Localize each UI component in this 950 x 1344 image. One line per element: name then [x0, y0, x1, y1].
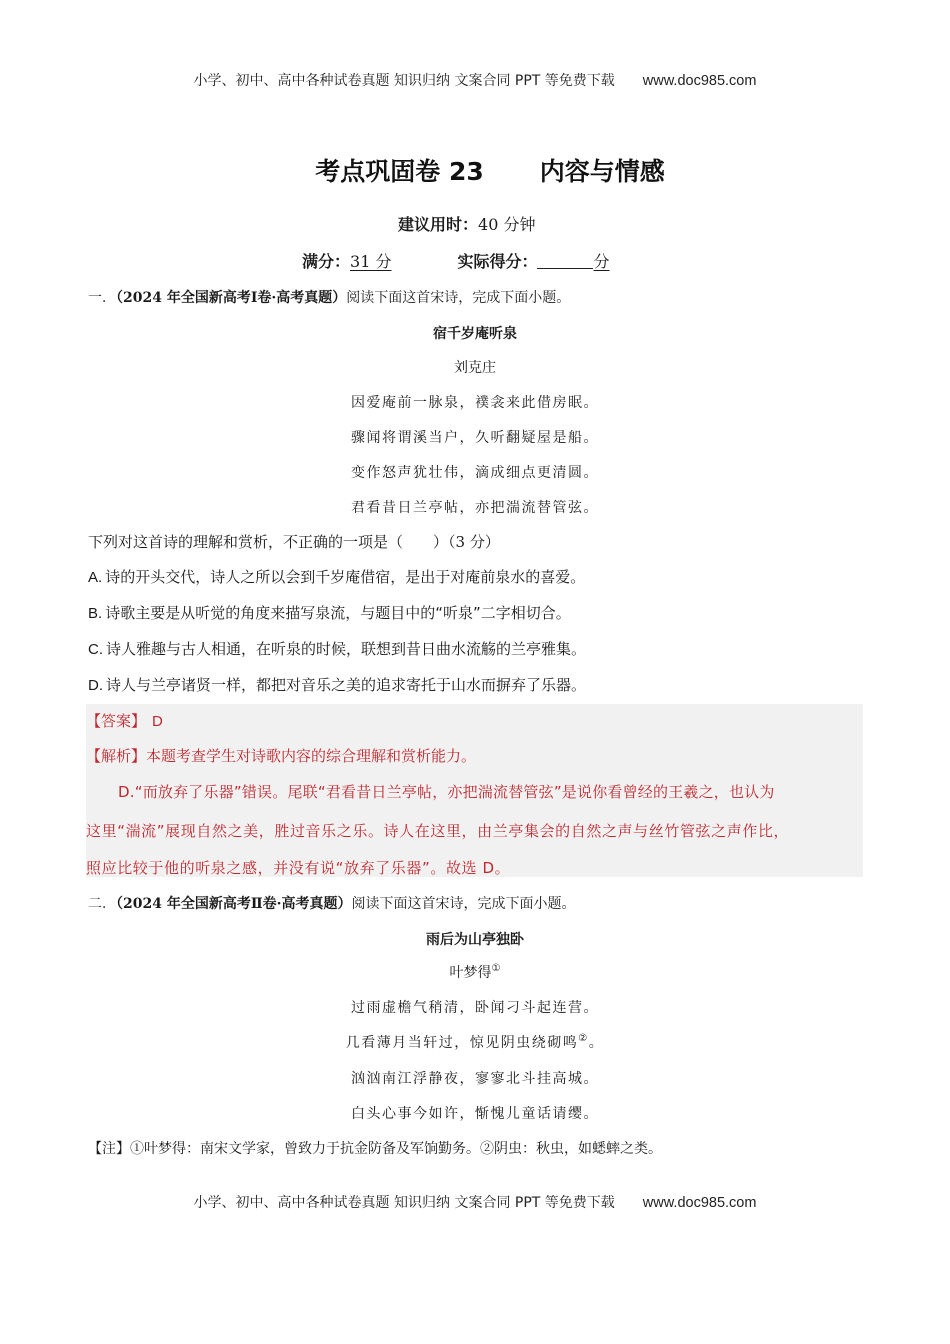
answer-label: 【答案】	[86, 712, 147, 730]
analysis-line: 照应比较于他的听泉之感，并没有说“放弃了乐器”。故选 D。	[86, 859, 511, 877]
poem2-line	[0, 997, 950, 1017]
option-b[interactable]	[88, 602, 571, 623]
poem1-author: 刘克庄	[454, 360, 496, 376]
header-banner	[0, 70, 950, 90]
analysis-intro: 本题考查学生对诗歌内容的综合理解和赏析能力。	[146, 747, 477, 765]
poem1-line: 骤闻将谓溪当户，久听翻疑屋是船。	[351, 430, 599, 446]
question2-source: （2024 年全国新高考Ⅱ卷·高考真题）	[116, 896, 352, 912]
analysis-line: 这里“湍流”展现自然之美，胜过音乐之乐。诗人在这里，由兰亭集会的自然之声与丝竹管弦之声作比，	[86, 822, 790, 840]
header-banner-url[interactable]: www.doc985.com	[642, 73, 757, 89]
poem2-line	[0, 1103, 950, 1123]
poem2-line-text: 几看薄月当轩过，惊见阴虫绕砌鸣	[345, 1035, 579, 1051]
option-text: 诗的开头交代，诗人之所以会到千岁庵借宿，是出于对庵前泉水的喜爱。	[105, 568, 586, 586]
footnote-marker: ①	[491, 963, 501, 974]
question2-heading	[88, 893, 576, 913]
poem2-line	[0, 1032, 950, 1052]
option-a[interactable]	[88, 566, 585, 587]
poem1-title: 宿千岁庵听泉	[433, 326, 517, 342]
title-part1: 考点巩固卷 23	[315, 157, 484, 186]
poem1-line: 因爱庵前一脉泉，襆衾来此借房眠。	[351, 395, 599, 411]
option-text: 诗歌主要是从听觉的角度来描写泉流，与题目中的“听泉”二字相切合。	[105, 604, 571, 622]
option-key: C.	[88, 641, 103, 658]
question2-number: 二．	[88, 896, 116, 912]
poem2-line-text: 汹汹南江浮静夜，寥寥北斗挂高城。	[351, 1071, 599, 1087]
footer-banner-url[interactable]: www.doc985.com	[642, 1195, 757, 1211]
suggested-time	[398, 212, 535, 235]
question2-instruction: 阅读下面这首宋诗，完成下面小题。	[351, 896, 576, 912]
time-label: 建议用时：	[398, 215, 479, 234]
page-title	[0, 152, 950, 188]
question1-source: （2024 年全国新高考Ⅰ卷·高考真题）	[116, 290, 347, 306]
question1-instruction: 阅读下面这首宋诗，完成下面小题。	[346, 290, 571, 306]
option-c[interactable]	[88, 638, 586, 659]
analysis-line: D.“而放弃了乐器”错误。尾联“君看昔日兰亭帖，亦把湍流替管弦”是说你看曾经的王羲之，也认为	[118, 783, 775, 801]
question1-heading	[88, 287, 570, 307]
option-d[interactable]	[88, 674, 586, 695]
answer-line	[86, 710, 163, 731]
analysis-label: 【解析】	[86, 747, 147, 765]
score-line	[302, 249, 610, 272]
question1-stem: 下列对这首诗的理解和赏析，不正确的一项是（ ）（3 分）	[88, 533, 500, 551]
footer-banner-text: 小学、初中、高中各种试卷真题 知识归纳 文案合同 PPT 等免费下载	[193, 1195, 615, 1211]
analysis-intro-line	[86, 745, 476, 766]
actual-score-label: 实际得分：	[457, 252, 538, 271]
poem2-line-tail: 。	[588, 1035, 605, 1051]
option-key: B.	[88, 605, 103, 622]
full-score-value: 31 分	[350, 252, 392, 271]
poem1-line: 变作怒声犹壮伟，滴成细点更清圆。	[351, 465, 599, 481]
poem2-line-text: 过雨虚檐气稍清，卧闻刁斗起连营。	[351, 1000, 599, 1016]
option-key: A.	[88, 569, 103, 586]
poem2-line	[0, 1068, 950, 1088]
time-value: 40 分钟	[478, 215, 536, 234]
title-part2: 内容与情感	[539, 157, 665, 186]
poem2-author-name: 叶梦得	[449, 965, 492, 981]
answer-value: D	[152, 713, 163, 730]
option-text: 诗人雅趣与古人相通，在听泉的时候，联想到昔日曲水流觞的兰亭雅集。	[106, 640, 587, 658]
actual-score-unit: 分	[593, 252, 610, 271]
footer-banner	[0, 1192, 950, 1212]
full-score-label: 满分：	[302, 252, 351, 271]
option-text: 诗人与兰亭诸贤一样，都把对音乐之美的追求寄托于山水而摒弃了乐器。	[106, 676, 587, 694]
poem2-line-text: 白头心事今如许，惭愧儿童话请缨。	[351, 1106, 599, 1122]
footnote-marker: ②	[578, 1033, 589, 1044]
poem1-line: 君看昔日兰亭帖，亦把湍流替管弦。	[351, 500, 599, 516]
poem2-author	[0, 962, 950, 982]
option-key: D.	[88, 677, 103, 694]
header-banner-text: 小学、初中、高中各种试卷真题 知识归纳 文案合同 PPT 等免费下载	[193, 73, 615, 89]
poem2-title: 雨后为山亭独卧	[426, 932, 524, 948]
question1-number: 一．	[88, 290, 116, 306]
actual-score-blank[interactable]	[537, 252, 593, 269]
footnote: 【注】①叶梦得：南宋文学家，曾致力于抗金防备及军饷勤务。②阴虫：秋虫，如蟋蟀之类。	[88, 1141, 662, 1157]
